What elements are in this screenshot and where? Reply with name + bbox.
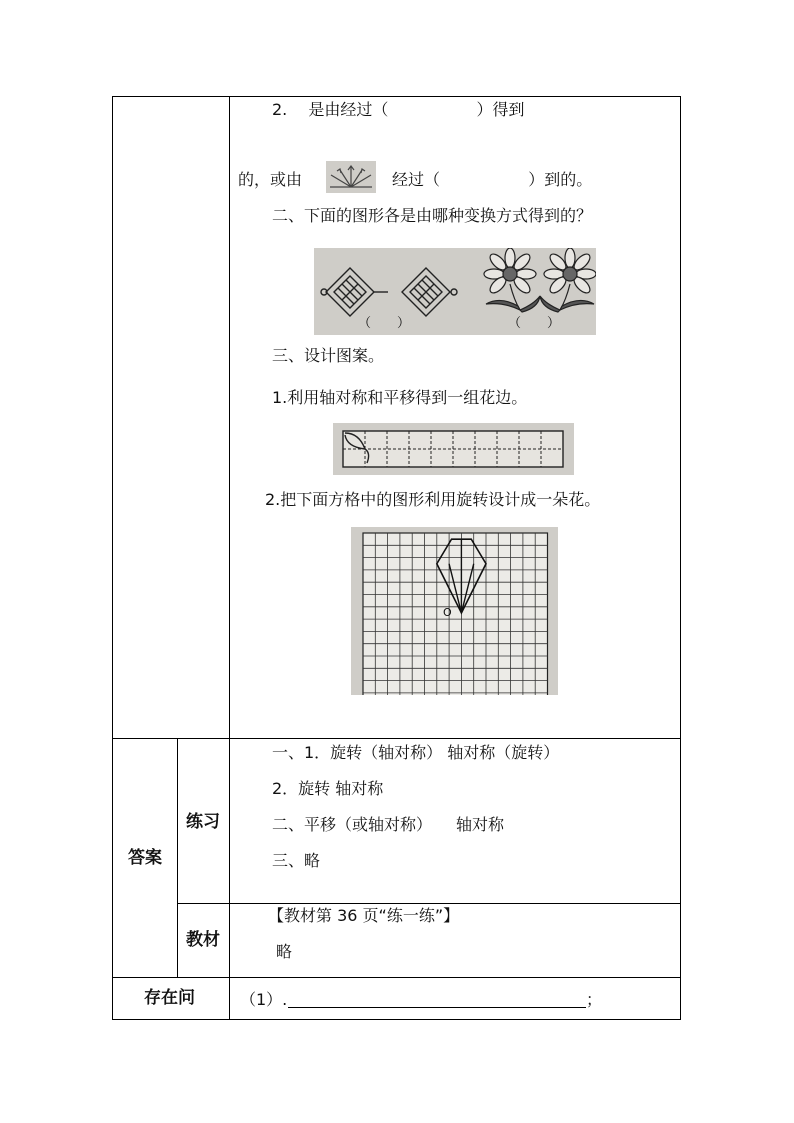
answers-top-border	[112, 738, 681, 739]
issues-item1-prefix: （1）.	[240, 990, 288, 1009]
section3-title: 三、设计图案。	[272, 346, 385, 365]
issues-item1-end: ；	[586, 990, 603, 1009]
practice-answer-line-4: 三、略	[272, 851, 321, 870]
task2-text: 2.把下面方格中的图形利用旋转设计成一朵花。	[265, 490, 601, 509]
textbook-top-border	[177, 903, 681, 904]
answers-sub-divider	[177, 738, 178, 977]
textbook-answer-line-2: 略	[276, 942, 293, 961]
grid-origin-label: O	[443, 606, 452, 619]
content-divider	[229, 96, 230, 1020]
textbook-answer-line-1: 【教材第 36 页“练一练”】	[268, 906, 460, 925]
q2-line1: 2. 是由经过（ ）得到	[272, 100, 525, 119]
q2-line2-rest: 经过（ ）到的。	[392, 170, 593, 189]
border-strip-grid	[333, 423, 574, 475]
practice-answer-line-1: 一、1．旋转（轴对称） 轴对称（旋转）	[272, 743, 560, 762]
table-bottom-border	[112, 1019, 681, 1020]
issues-row-label: 存在问	[144, 988, 195, 1008]
blank-parentheses-left: （ ）	[358, 316, 411, 331]
blank-parentheses-right: （ ）	[508, 316, 561, 331]
practice-label: 练习	[186, 812, 220, 832]
rotation-grid-image	[351, 527, 558, 695]
transform-figures-image	[314, 248, 596, 335]
knot-pattern-left	[321, 268, 388, 316]
arrow-fan-icon	[326, 161, 376, 193]
table-left-border	[112, 96, 113, 1020]
practice-answer-line-3: 二、平移（或轴对称） 轴对称	[272, 815, 505, 834]
rotation-grid	[351, 527, 558, 695]
arrow-pattern-image	[326, 161, 376, 193]
q2-line2-prefix: 的，或由	[238, 170, 303, 189]
border-strip-image	[333, 423, 574, 475]
practice-answer-line-2: 2．旋转 轴对称	[272, 779, 384, 798]
flower-right	[540, 248, 596, 312]
answers-row-label: 答案	[128, 848, 162, 868]
task1-text: 1.利用轴对称和平移得到一组花边。	[272, 388, 528, 407]
table-right-border	[680, 96, 681, 1020]
textbook-label: 教材	[186, 930, 220, 950]
section2-title: 二、下面的图形各是由哪种变换方式得到的？	[272, 206, 593, 225]
issues-top-border	[112, 977, 681, 978]
flower-left	[484, 248, 540, 312]
issues-item1-blank[interactable]	[288, 1007, 586, 1008]
table-top-border	[112, 96, 681, 97]
knot-pattern-right	[402, 268, 457, 316]
